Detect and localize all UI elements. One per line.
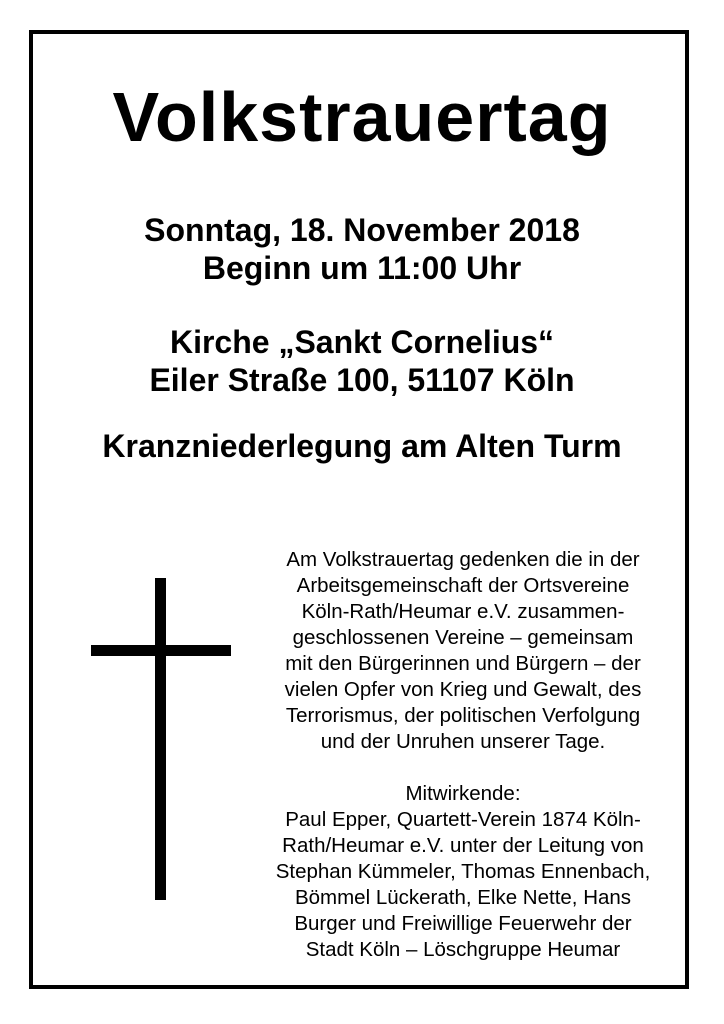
contributors-line: Burger und Freiwillige Feuerwehr der — [294, 912, 632, 935]
paragraph-line: Köln-Rath/Heumar e.V. zusammen- — [301, 600, 625, 623]
event-location-block — [0, 323, 724, 399]
church-name: Kirche „Sankt Cornelius“ — [169, 324, 555, 360]
contributors-line: Paul Epper, Quartett-Verein 1874 Köln- — [285, 808, 641, 831]
paragraph-line: Am Volkstrauertag gedenken die in der — [286, 548, 640, 571]
contributors-line: Stadt Köln – Löschgruppe Heumar — [305, 938, 621, 961]
paragraph-spacer — [250, 755, 676, 781]
memorial-text — [250, 547, 676, 963]
contributors-heading: Mitwirkende: — [405, 782, 521, 805]
event-date: Sonntag, 18. November 2018 — [144, 212, 580, 248]
paragraph-line: Arbeitsgemeinschaft der Ortsvereine — [296, 574, 630, 597]
contributors-line: Stephan Kümmeler, Thomas Ennenbach, — [275, 860, 651, 883]
cross-icon — [91, 578, 231, 900]
paragraph-line: Terrorismus, der politischen Verfolgung — [285, 704, 641, 727]
event-time: Beginn um 11:00 Uhr — [202, 250, 522, 286]
contributors-line: Bömmel Lückerath, Elke Nette, Hans — [294, 886, 632, 909]
wreath-laying-line — [0, 427, 724, 465]
paragraph-line: mit den Bürgerinnen und Bürgern – der — [285, 652, 641, 675]
poster-title: Volkstrauertag — [112, 78, 612, 156]
paragraph-line: geschlossenen Vereine – gemeinsam — [292, 626, 634, 649]
event-date-block — [0, 211, 724, 287]
contributors-line: Rath/Heumar e.V. unter der Leitung von — [282, 834, 644, 857]
paragraph-line: vielen Opfer von Krieg und Gewalt, des — [284, 678, 642, 701]
cross-vertical-bar — [155, 578, 166, 900]
paragraph-line: und der Unruhen unserer Tage. — [320, 730, 606, 753]
church-address: Eiler Straße 100, 51107 Köln — [149, 362, 575, 398]
cross-horizontal-bar — [91, 645, 231, 656]
wreath-laying-text: Kranzniederlegung am Alten Turm — [102, 428, 622, 464]
